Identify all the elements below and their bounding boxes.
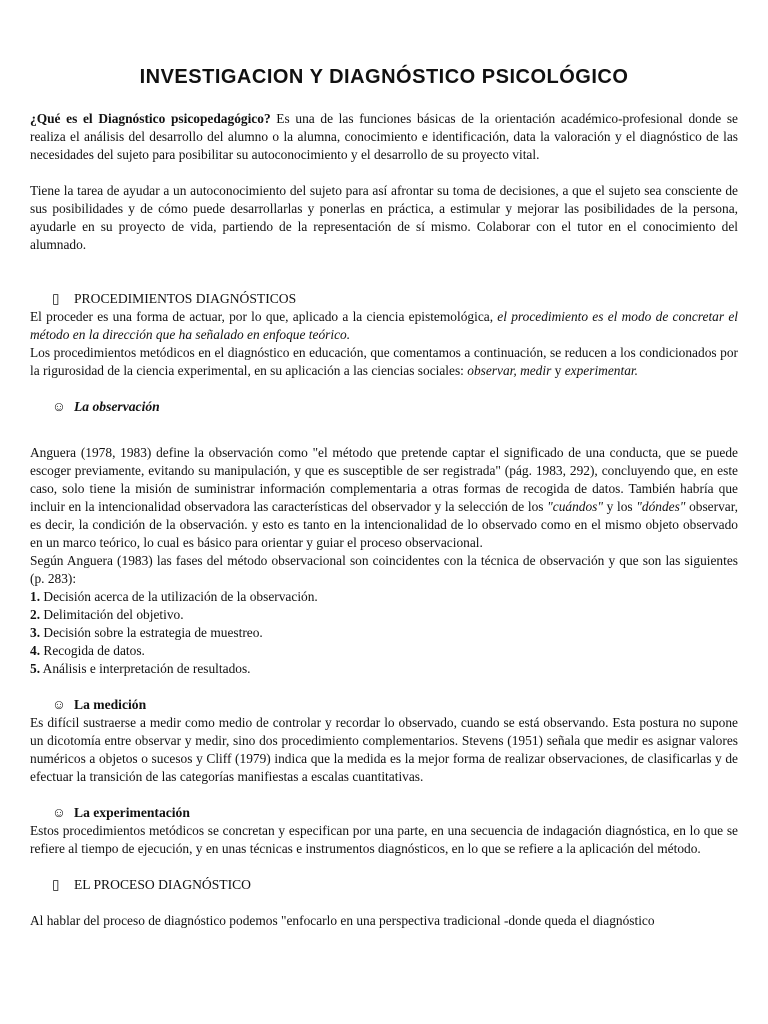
subsection-heading-observacion xyxy=(30,398,738,416)
step-number: 2. xyxy=(30,607,41,622)
subsection-heading-label: La observación xyxy=(74,399,160,414)
procedimientos-p2-italic-2: experimentar. xyxy=(564,363,638,378)
section-heading-label: EL PROCESO DIAGNÓSTICO xyxy=(74,877,251,892)
list-item xyxy=(30,606,738,624)
proceso-paragraph: Al hablar del proceso de diagnóstico podemos "enfocarlo en una perspectiva tradicional -donde queda el diagnóstico xyxy=(30,913,655,928)
observacion-p1-text-a: Anguera (1978, 1983) define la observación como "el método que pretende captar el significado de una conducta, que se puede escoger previamente, evitando su manipulación, y que es susceptible de ser registrada" (pág. 1983, 292), concluyendo que, en este caso, solo tiene la misión de suministrar información complementaria a otras formas de recogida de datos. También habría que incluir en la intencionalidad observadora las características del observador y la selección de los xyxy=(30,445,738,514)
intro-answer: Es una de las funciones básicas de la orientación académico-profesional donde se realiza el análisis del desarrollo del alumno o la alumna, conocimiento e identificación, data la valoración y el diagnóstico de las necesidades del sujeto para posibilitar su autoconocimiento y el desarrollo de su proyecto vital. xyxy=(30,111,738,162)
procedimientos-p1-italic: el procedimiento es el modo de concretar el método en la dirección que ha señalado en enfoque teórico. xyxy=(30,309,738,342)
observacion-p1-text-c: observar, es decir, la condición de la observación. y esto es tanto en la intencionalidad de lo observado como en el mismo objeto observado en un marco teórico, lo cual es básico para orientar y guiar el proceso observacional. xyxy=(30,499,738,550)
step-text: Decisión acerca de la utilización de la observación. xyxy=(40,589,318,604)
list-item xyxy=(30,642,738,660)
step-text: Recogida de datos. xyxy=(40,643,145,658)
procedimientos-p2-mid: y xyxy=(551,363,565,378)
list-item xyxy=(30,588,738,606)
section-heading-procedimientos xyxy=(30,290,738,308)
intro-paragraph xyxy=(30,110,738,164)
observacion-p1-text-b: y los xyxy=(603,499,637,514)
section-heading-proceso xyxy=(30,876,738,894)
smiley-icon: ☺ xyxy=(52,697,66,712)
procedimientos-p1-text: El proceder es una forma de actuar, por lo que, aplicado a la ciencia epistemológica, xyxy=(30,309,498,324)
list-item xyxy=(30,660,738,678)
observacion-p1-italic-1: "cuándos" xyxy=(547,499,604,514)
document-title: INVESTIGACION Y DIAGNÓSTICO PSICOLÓGICO xyxy=(139,66,629,88)
subsection-heading-experimentacion xyxy=(30,804,738,822)
subsection-heading-label: La experimentación xyxy=(74,805,190,820)
bullet-icon: ▯ xyxy=(52,291,60,306)
subsection-heading-medicion xyxy=(30,696,738,714)
intro-paragraph-2: Tiene la tarea de ayudar a un autoconocimiento del sujeto para así afrontar su toma de decisiones, a que el sujeto sea consciente de sus posibilidades y de cómo puede desarrollarlas y ponerlas en práctica, a estimular y mejorar las posibilidades de la persona, ayudarle en su proyecto de vida, partiendo de la representación de sí mismo. Colaborar con el tutor en el conocimiento del alumnado. xyxy=(30,183,738,252)
medicion-paragraph: Es difícil sustraerse a medir como medio de controlar y recordar lo observado, cuando se está observando. Esta postura no supone un dicotomía entre observar y medir, sino dos procedimiento complementarios. Stevens (1951) señala que medir es asignar valores numéricos a objetos o sucesos y Cliff (1979) indica que la medida es la mejor forma de realizar observaciones, de clasificarlas y de efectuar la transición de las categorías manifiestas a escalas cuantitativas. xyxy=(30,715,738,784)
procedimientos-paragraph-2 xyxy=(30,344,738,380)
list-item xyxy=(30,624,738,642)
document-body xyxy=(30,110,738,930)
step-text: Análisis e interpretación de resultados. xyxy=(40,661,251,676)
observacion-paragraph-1 xyxy=(30,444,738,552)
step-number: 4. xyxy=(30,643,41,658)
smiley-icon: ☺ xyxy=(52,805,66,820)
subsection-heading-label: La medición xyxy=(74,697,147,712)
smiley-icon: ☺ xyxy=(52,399,66,414)
observacion-steps-list xyxy=(30,588,738,678)
procedimientos-p2-italic-1: observar, medir xyxy=(467,363,552,378)
section-heading-label: PROCEDIMIENTOS DIAGNÓSTICOS xyxy=(74,291,297,306)
observacion-paragraph-2: Según Anguera (1983) las fases del método observacional son coincidentes con la técnica de observación y que son las siguientes (p. 283): xyxy=(30,553,738,586)
step-text: Delimitación del objetivo. xyxy=(40,607,184,622)
observacion-p1-italic-2: "dóndes" xyxy=(636,499,686,514)
procedimientos-paragraph-1 xyxy=(30,308,738,344)
step-number: 3. xyxy=(30,625,41,640)
procedimientos-p2-text: Los procedimientos metódicos en el diagnóstico en educación, que comentamos a continuación, se reducen a los condicionados por la rigurosidad de la ciencia experimental, en su aplicación a las ciencias sociales: xyxy=(30,345,738,378)
intro-question: ¿Qué es el Diagnóstico psicopedagógico? xyxy=(30,111,271,126)
bullet-icon: ▯ xyxy=(52,877,60,892)
step-text: Decisión sobre la estrategia de muestreo. xyxy=(40,625,263,640)
step-number: 1. xyxy=(30,589,41,604)
experimentacion-paragraph: Estos procedimientos metódicos se concretan y especifican por una parte, en una secuencia de indagación diagnóstica, en lo que se refiere al tiempo de ejecución, y en unas técnicas e instrumentos diagnósticos, en lo que se refiere a la aplicación del método. xyxy=(30,823,738,856)
step-number: 5. xyxy=(30,661,41,676)
